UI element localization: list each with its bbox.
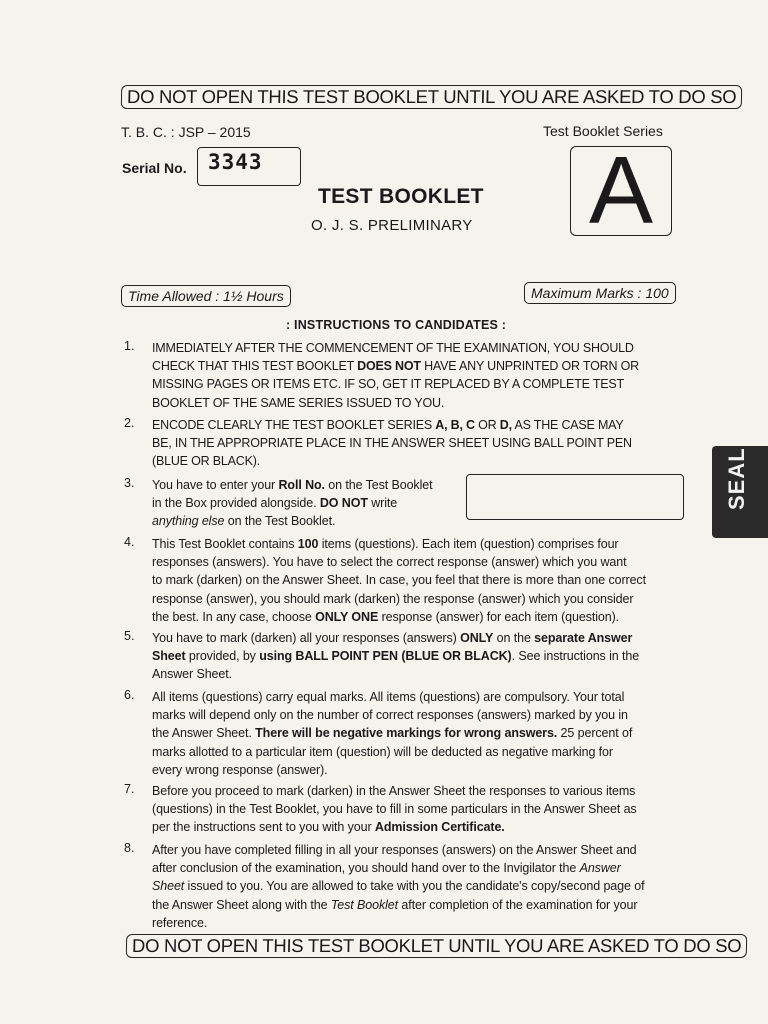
serial-number-label: Serial No. — [122, 160, 187, 176]
page-subtitle: O. J. S. PRELIMINARY — [311, 217, 473, 234]
item-number: 4. — [124, 535, 135, 549]
item-text: All items (questions) carry equal marks. All items (questions) are compulsory. Your total marks will depend only on the number of correct responses (answers) marked by you in the Answer Sheet. There will be negative markings for wrong answers. 25 percent of marks allotted to a particular item (question) will be deducted as negative marking for every wrong response (answer). — [152, 690, 633, 777]
booklet-series-label: Test Booklet Series — [543, 123, 663, 139]
page-title: TEST BOOKLET — [318, 185, 484, 208]
seal-tab — [712, 446, 768, 538]
item-number: 2. — [124, 416, 135, 430]
item-number: 6. — [124, 688, 135, 702]
top-warning-banner: DO NOT OPEN THIS TEST BOOKLET UNTIL YOU ARE ASKED TO DO SO — [121, 85, 743, 109]
item-number: 5. — [124, 629, 135, 643]
item-text: This Test Booklet contains 100 items (questions). Each item (question) comprises four responses (answers). You have to select the correct response (answer) which you want to mark (darken) on the Answer Sheet. In case, you feel that there is more than one correct response (answer), you should mark (darken) the response (answer) which you consider the best. In any case, choose ONLY ONE response (answer) for each item (question). — [152, 537, 646, 624]
item-text: You have to enter your Roll No. on the Test Booklet in the Box provided alongside. DO NOT write anything else on the Test Booklet. — [152, 478, 433, 529]
item-number: 1. — [124, 339, 135, 353]
serial-number-value: 3343 — [208, 150, 263, 174]
item-text: After you have completed filling in all your responses (answers) on the Answer Sheet and after conclusion of the examination, you should hand over to the Invigilator the Answer Sheet issued to you. You are allowed to take with you the candidate's copy/second page of the Answer Sheet along with the Test Booklet after completion of the examination for your reference. — [152, 843, 645, 930]
item-text: Before you proceed to mark (darken) in the Answer Sheet the responses to various items (questions) in the Test Booklet, you have to fill in some particulars in the Answer Sheet as per the instructions sent to you with your Admission Certificate. — [152, 784, 637, 835]
seal-label: SEAL — [724, 447, 749, 510]
booklet-series-box — [570, 137, 672, 244]
roll-number-box[interactable] — [466, 474, 684, 520]
item-text: You have to mark (darken) all your responses (answers) ONLY on the separate Answer Sheet provided, by using BALL POINT PEN (BLUE OR BLACK). See instructions in the Answer Sheet. — [152, 631, 640, 682]
item-text: IMMEDIATELY AFTER THE COMMENCEMENT OF THE EXAMINATION, YOU SHOULD CHECK THAT THIS TEST BOOKLET DOES NOT HAVE ANY UNPRINTED OR TORN OR MISSING PAGES OR ITEMS ETC. IF SO, GET IT REPLACED BY A COMPLETE TEST BOOKLET OF THE SAME SERIES ISSUED TO YOU. — [152, 341, 639, 410]
time-allowed: Time Allowed : 1½ Hours — [121, 285, 291, 307]
item-number: 3. — [124, 476, 135, 490]
item-text: ENCODE CLEARLY THE TEST BOOKLET SERIES A, B, C OR D, AS THE CASE MAY BE, IN THE APPROPRIATE PLACE IN THE ANSWER SHEET USING BALL POINT PEN (BLUE OR BLACK). — [152, 418, 632, 469]
serial-number-box — [197, 147, 301, 186]
item-number: 7. — [124, 782, 135, 796]
item-number: 8. — [124, 841, 135, 855]
bottom-warning-banner: DO NOT OPEN THIS TEST BOOKLET UNTIL YOU ARE ASKED TO DO SO — [126, 934, 748, 958]
tbc-code: T. B. C. : JSP – 2015 — [121, 124, 251, 140]
maximum-marks: Maximum Marks : 100 — [524, 282, 676, 304]
booklet-series-value: A — [588, 137, 654, 244]
instructions-heading: : INSTRUCTIONS TO CANDIDATES : — [286, 318, 507, 332]
